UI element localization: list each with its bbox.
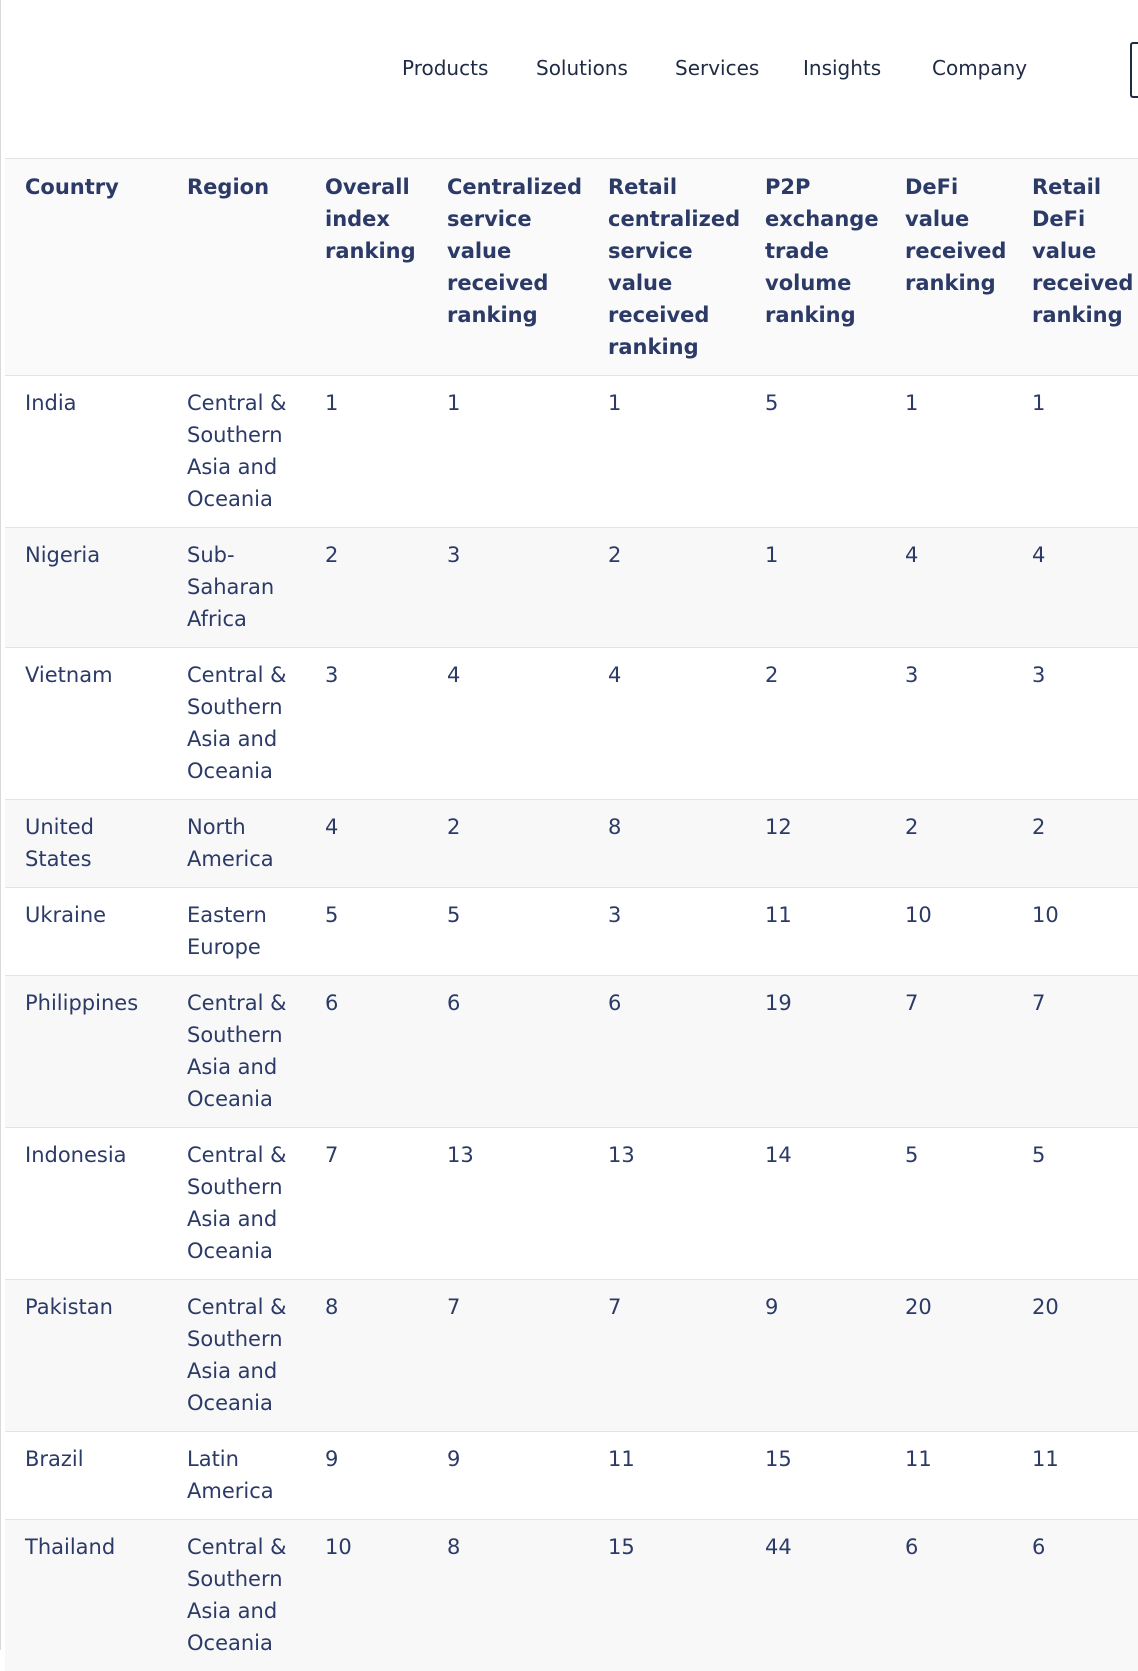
- cell-retail-centralized-ranking: 11: [588, 1432, 745, 1520]
- cell-region: Central & Southern Asia and Oceania: [167, 1280, 305, 1432]
- cell-defi-value-ranking: 20: [885, 1280, 1012, 1432]
- cell-country: Nigeria: [5, 528, 167, 648]
- cell-centralized-service-ranking: 13: [427, 1128, 588, 1280]
- cell-p2p-volume-ranking: 44: [745, 1520, 885, 1671]
- column-header-p2p-volume-ranking: P2P exchange trade volume ranking: [745, 159, 885, 376]
- cell-p2p-volume-ranking: 5: [745, 376, 885, 528]
- nav-item-services[interactable]: Services: [675, 56, 759, 80]
- cell-overall-index-ranking: 1: [305, 376, 427, 528]
- cell-country: India: [5, 376, 167, 528]
- ranking-table-container: [5, 158, 1138, 1671]
- cell-retail-centralized-ranking: 8: [588, 800, 745, 888]
- cell-centralized-service-ranking: 6: [427, 976, 588, 1128]
- table-row: [5, 800, 1138, 888]
- cell-defi-value-ranking: 11: [885, 1432, 1012, 1520]
- cell-retail-centralized-ranking: 3: [588, 888, 745, 976]
- cell-region: Sub-Saharan Africa: [167, 528, 305, 648]
- cell-defi-value-ranking: 7: [885, 976, 1012, 1128]
- cell-p2p-volume-ranking: 14: [745, 1128, 885, 1280]
- cell-defi-value-ranking: 10: [885, 888, 1012, 976]
- table-header: [5, 159, 1138, 376]
- table-row: [5, 376, 1138, 528]
- cell-retail-defi-ranking: 1: [1012, 376, 1138, 528]
- cell-region: Central & Southern Asia and Oceania: [167, 1520, 305, 1671]
- cell-region: Central & Southern Asia and Oceania: [167, 1128, 305, 1280]
- table-row: [5, 1280, 1138, 1432]
- nav-search-box-partial[interactable]: [1130, 42, 1138, 98]
- cell-defi-value-ranking: 3: [885, 648, 1012, 800]
- cell-defi-value-ranking: 6: [885, 1520, 1012, 1671]
- cell-region: Central & Southern Asia and Oceania: [167, 648, 305, 800]
- cell-country: Indonesia: [5, 1128, 167, 1280]
- table-row: [5, 648, 1138, 800]
- cell-overall-index-ranking: 2: [305, 528, 427, 648]
- cell-overall-index-ranking: 4: [305, 800, 427, 888]
- crypto-adoption-ranking-table: [5, 158, 1138, 1671]
- cell-defi-value-ranking: 2: [885, 800, 1012, 888]
- cell-retail-defi-ranking: 5: [1012, 1128, 1138, 1280]
- column-header-retail-centralized-ranking: Retail centralized service value received ranking: [588, 159, 745, 376]
- cell-overall-index-ranking: 6: [305, 976, 427, 1128]
- cell-centralized-service-ranking: 3: [427, 528, 588, 648]
- cell-country: Brazil: [5, 1432, 167, 1520]
- nav-item-insights[interactable]: Insights: [803, 56, 881, 80]
- cell-retail-defi-ranking: 20: [1012, 1280, 1138, 1432]
- cell-retail-centralized-ranking: 6: [588, 976, 745, 1128]
- cell-retail-defi-ranking: 6: [1012, 1520, 1138, 1671]
- cell-overall-index-ranking: 3: [305, 648, 427, 800]
- cell-p2p-volume-ranking: 11: [745, 888, 885, 976]
- cell-retail-defi-ranking: 2: [1012, 800, 1138, 888]
- cell-retail-defi-ranking: 7: [1012, 976, 1138, 1128]
- column-header-defi-value-ranking: DeFi value received ranking: [885, 159, 1012, 376]
- nav-item-company[interactable]: Company: [932, 56, 1027, 80]
- cell-centralized-service-ranking: 7: [427, 1280, 588, 1432]
- cell-centralized-service-ranking: 5: [427, 888, 588, 976]
- page-left-border: [0, 0, 1, 1650]
- cell-p2p-volume-ranking: 19: [745, 976, 885, 1128]
- cell-overall-index-ranking: 10: [305, 1520, 427, 1671]
- cell-overall-index-ranking: 8: [305, 1280, 427, 1432]
- cell-retail-centralized-ranking: 15: [588, 1520, 745, 1671]
- cell-retail-centralized-ranking: 1: [588, 376, 745, 528]
- cell-country: Ukraine: [5, 888, 167, 976]
- cell-centralized-service-ranking: 2: [427, 800, 588, 888]
- cell-p2p-volume-ranking: 2: [745, 648, 885, 800]
- cell-centralized-service-ranking: 9: [427, 1432, 588, 1520]
- cell-country: Vietnam: [5, 648, 167, 800]
- cell-region: Eastern Europe: [167, 888, 305, 976]
- cell-region: North America: [167, 800, 305, 888]
- table-row: [5, 1128, 1138, 1280]
- cell-p2p-volume-ranking: 12: [745, 800, 885, 888]
- cell-country: Philippines: [5, 976, 167, 1128]
- cell-retail-centralized-ranking: 13: [588, 1128, 745, 1280]
- table-row: [5, 888, 1138, 976]
- cell-overall-index-ranking: 9: [305, 1432, 427, 1520]
- cell-defi-value-ranking: 1: [885, 376, 1012, 528]
- cell-retail-defi-ranking: 11: [1012, 1432, 1138, 1520]
- column-header-region: Region: [167, 159, 305, 376]
- cell-retail-defi-ranking: 3: [1012, 648, 1138, 800]
- table-row: [5, 528, 1138, 648]
- cell-country: Pakistan: [5, 1280, 167, 1432]
- cell-retail-centralized-ranking: 7: [588, 1280, 745, 1432]
- cell-retail-centralized-ranking: 2: [588, 528, 745, 648]
- cell-centralized-service-ranking: 4: [427, 648, 588, 800]
- column-header-overall-index-ranking: Overall index ranking: [305, 159, 427, 376]
- column-header-retail-defi-ranking: Retail DeFi value received ranking: [1012, 159, 1138, 376]
- table-row: [5, 976, 1138, 1128]
- cell-defi-value-ranking: 4: [885, 528, 1012, 648]
- cell-overall-index-ranking: 5: [305, 888, 427, 976]
- cell-p2p-volume-ranking: 1: [745, 528, 885, 648]
- table-row: [5, 1432, 1138, 1520]
- cell-region: Latin America: [167, 1432, 305, 1520]
- cell-overall-index-ranking: 7: [305, 1128, 427, 1280]
- cell-retail-centralized-ranking: 4: [588, 648, 745, 800]
- column-header-centralized-service-ranking: Centralized service value received ranking: [427, 159, 588, 376]
- cell-p2p-volume-ranking: 15: [745, 1432, 885, 1520]
- cell-p2p-volume-ranking: 9: [745, 1280, 885, 1432]
- cell-country: Thailand: [5, 1520, 167, 1671]
- cell-country: United States: [5, 800, 167, 888]
- cell-centralized-service-ranking: 8: [427, 1520, 588, 1671]
- cell-retail-defi-ranking: 10: [1012, 888, 1138, 976]
- cell-centralized-service-ranking: 1: [427, 376, 588, 528]
- nav-item-products[interactable]: Products: [402, 56, 488, 80]
- column-header-country: Country: [5, 159, 167, 376]
- cell-region: Central & Southern Asia and Oceania: [167, 976, 305, 1128]
- cell-defi-value-ranking: 5: [885, 1128, 1012, 1280]
- table-body: [5, 376, 1138, 1671]
- table-row: [5, 1520, 1138, 1671]
- nav-item-solutions[interactable]: Solutions: [536, 56, 628, 80]
- cell-retail-defi-ranking: 4: [1012, 528, 1138, 648]
- top-navigation: [0, 0, 1138, 140]
- cell-region: Central & Southern Asia and Oceania: [167, 376, 305, 528]
- table-header-row: [5, 159, 1138, 376]
